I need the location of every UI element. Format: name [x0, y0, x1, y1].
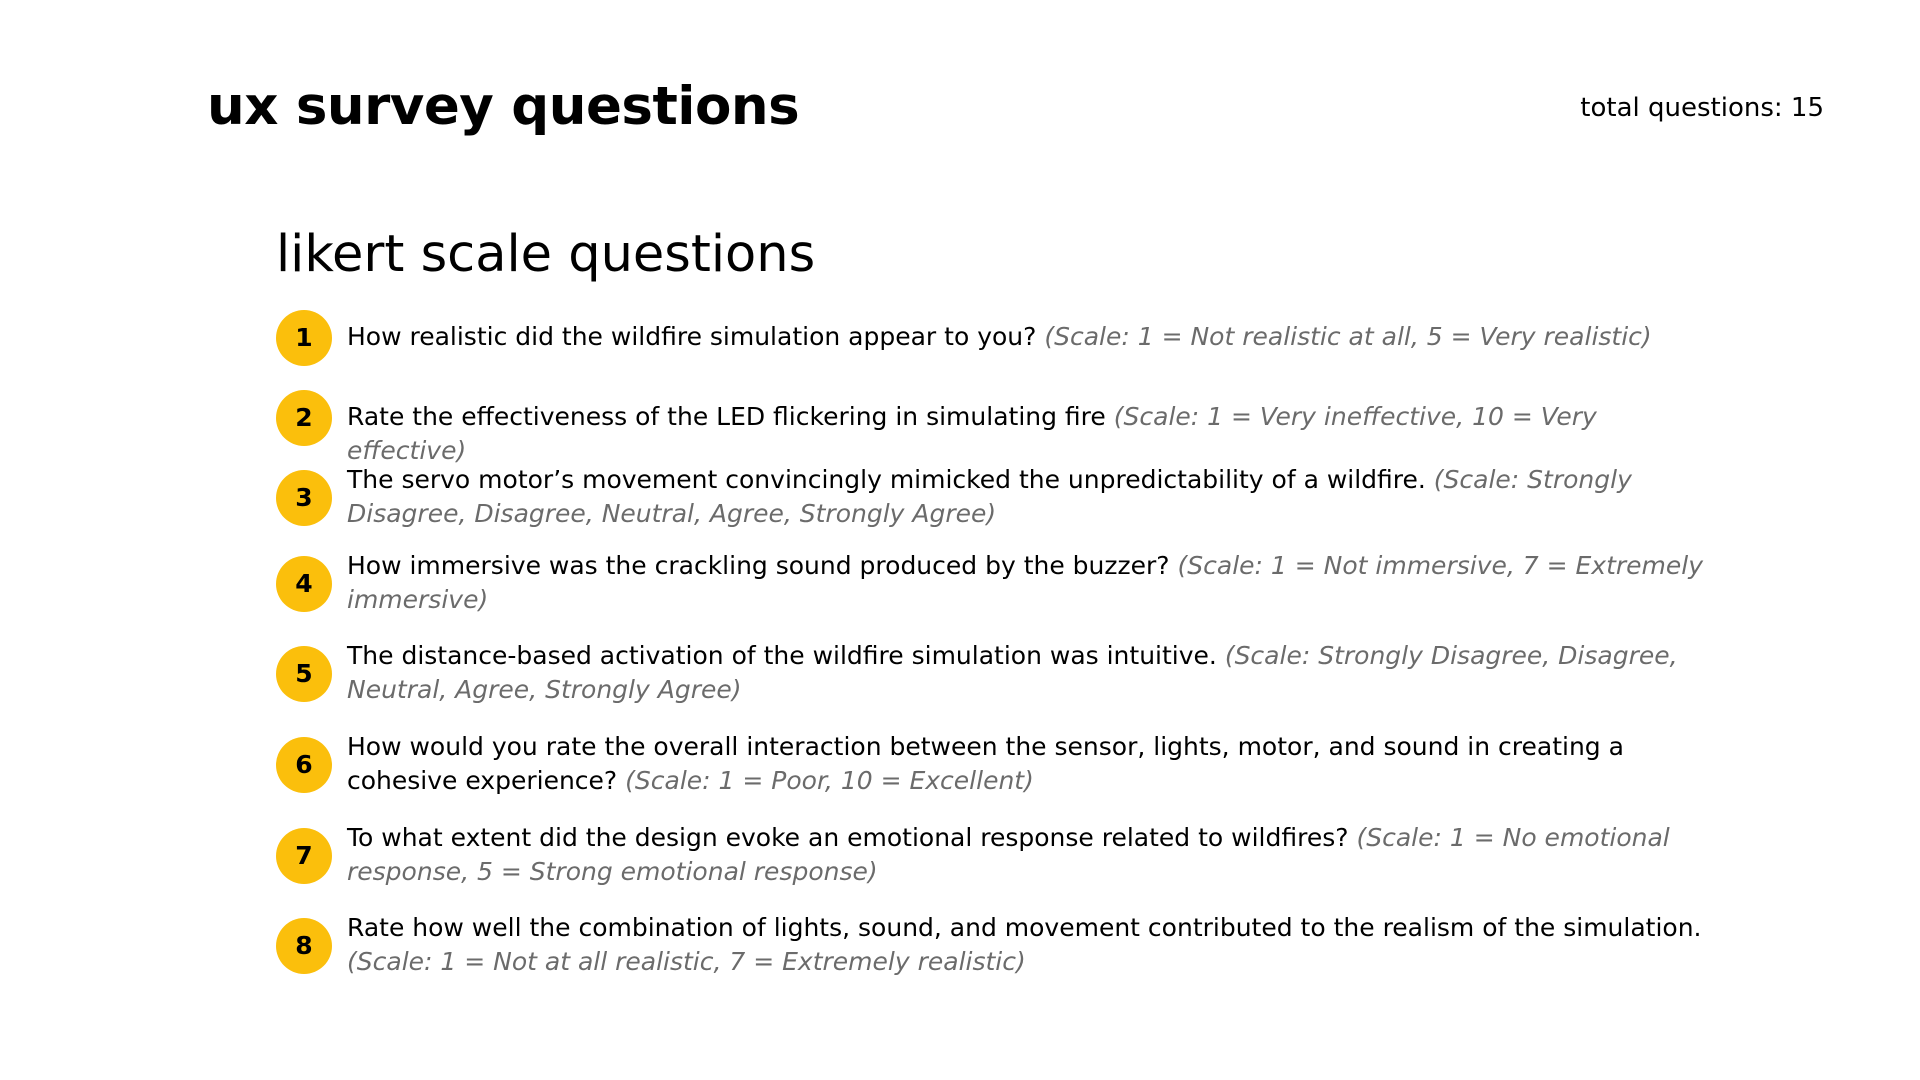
- question-number-badge: 5: [276, 646, 332, 702]
- page-title: ux survey questions: [207, 76, 800, 137]
- question-prompt: How would you rate the overall interaction between the sensor, lights, motor, and sound in creating a cohesive experience?: [347, 732, 1624, 795]
- question-scale: (Scale: 1 = Poor, 10 = Excellent): [625, 766, 1034, 795]
- question-scale: (Scale: 1 = Very ineffective, 10 = Very effective): [347, 402, 1597, 465]
- question-scale: (Scale: Strongly Disagree, Disagree, Neutral, Agree, Strongly Agree): [347, 465, 1632, 528]
- question-text: [347, 549, 1717, 617]
- question-prompt: To what extent did the design evoke an emotional response related to wildfires?: [347, 823, 1357, 852]
- total-questions-count: total questions: 15: [1580, 93, 1824, 123]
- question-number-badge: 7: [276, 828, 332, 884]
- question-prompt: How immersive was the crackling sound produced by the buzzer?: [347, 551, 1178, 580]
- question-prompt: How realistic did the wildfire simulation appear to you?: [347, 322, 1045, 351]
- question-prompt: The distance-based activation of the wildfire simulation was intuitive.: [347, 641, 1225, 670]
- question-prompt: Rate how well the combination of lights, sound, and movement contributed to the realism of the simulation.: [347, 913, 1702, 942]
- question-scale: (Scale: 1 = No emotional response, 5 = Strong emotional response): [347, 823, 1670, 886]
- question-text: [347, 400, 1717, 468]
- question-text: [347, 730, 1717, 798]
- question-text: [347, 320, 1717, 354]
- question-prompt: Rate the effectiveness of the LED flickering in simulating fire: [347, 402, 1114, 431]
- question-number-badge: 2: [276, 390, 332, 446]
- question-text: [347, 821, 1717, 889]
- question-number-badge: 1: [276, 310, 332, 366]
- question-number-badge: 8: [276, 918, 332, 974]
- question-scale: (Scale: 1 = Not immersive, 7 = Extremely immersive): [347, 551, 1704, 614]
- question-scale: (Scale: 1 = Not realistic at all, 5 = Very realistic): [1044, 322, 1652, 351]
- section-title: likert scale questions: [276, 225, 816, 284]
- question-scale: (Scale: 1 = Not at all realistic, 7 = Extremely realistic): [347, 947, 1026, 976]
- question-text: [347, 911, 1717, 979]
- question-number-badge: 4: [276, 556, 332, 612]
- question-text: [347, 463, 1717, 531]
- question-text: [347, 639, 1717, 707]
- question-prompt: The servo motor’s movement convincingly mimicked the unpredictability of a wildfire.: [347, 465, 1434, 494]
- question-scale: (Scale: Strongly Disagree, Disagree, Neutral, Agree, Strongly Agree): [347, 641, 1678, 704]
- question-number-badge: 6: [276, 737, 332, 793]
- question-number-badge: 3: [276, 470, 332, 526]
